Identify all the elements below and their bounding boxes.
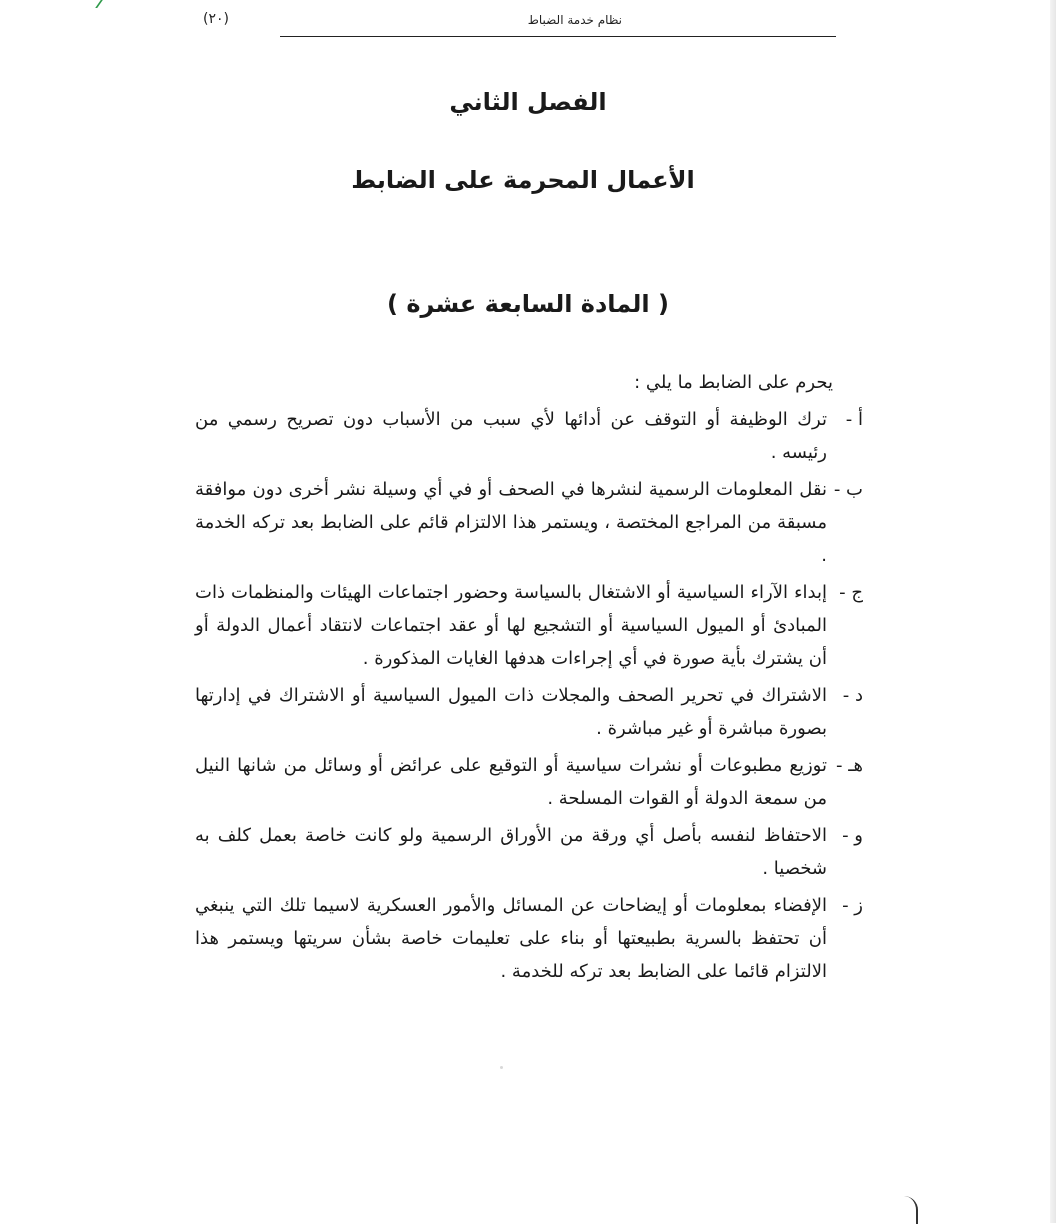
clause-b — [195, 473, 863, 572]
clause-text: توزيع مطبوعات أو نشرات سياسية أو التوقيع على عرائض أو وسائل من شانها النيل من سمعة الدولة أو القوات المسلحة . — [195, 755, 827, 809]
clause-text: الإفضاء بمعلومات أو إيضاحات عن المسائل والأمور العسكرية لاسيما تلك التي ينبغي أن تحتفظ بالسرية بطبيعتها أو بناء على تعليمات خاصة بشأن سريتها ويستمر هذا الالتزام قائما على الضابط بعد تركه للخدمة . — [195, 895, 827, 982]
clause-marker: أ - — [845, 409, 863, 430]
article-body — [195, 366, 863, 992]
clause-marker: ز - — [842, 895, 863, 916]
page-edge-shadow — [1050, 0, 1056, 1223]
clause-text: نقل المعلومات الرسمية لنشرها في الصحف أو في أي وسيلة نشر أخرى دون موافقة مسبقة من المراجع المختصة ، ويستمر هذا الالتزام قائم على الضابط بعد تركه الخدمة . — [195, 479, 827, 566]
running-header — [280, 10, 836, 37]
scan-mark — [95, 0, 115, 8]
clause-marker: ج - — [839, 582, 863, 603]
clause-marker: ب - — [833, 479, 863, 500]
clause-e — [195, 749, 863, 815]
article-intro: يحرم على الضابط ما يلي : — [634, 372, 833, 393]
clause-text: الاحتفاظ لنفسه بأصل أي ورقة من الأوراق الرسمية ولو كانت خاصة بعمل كلف به شخصيا . — [195, 825, 827, 879]
clause-text: إبداء الآراء السياسية أو الاشتغال بالسياسة وحضور اجتماعات الهيئات والمنظمات ذات المبادئ أو الميول السياسية أو التشجيع لها أو عقد اجتماعات لانتقاد أعمال الدولة أو أن يشترك بأية صورة في أي إجراءات هدفها الغايات المذكورة . — [195, 582, 827, 669]
article-title: ( المادة السابعة عشرة ) — [387, 290, 669, 318]
clause-marker: د - — [842, 685, 863, 706]
clause-g — [195, 889, 863, 988]
page-curl-mark — [902, 1196, 918, 1224]
clause-marker: هـ - — [836, 755, 863, 776]
clause-marker: و - — [842, 825, 863, 846]
scan-speck — [500, 1066, 503, 1069]
clause-text: ترك الوظيفة أو التوقف عن أدائها لأي سبب من الأسباب دون تصريح رسمي من رئيسه . — [195, 409, 827, 463]
chapter-title: الفصل الثاني — [449, 88, 607, 116]
page-number: (٢٠) — [203, 11, 229, 27]
clause-text: الاشتراك في تحرير الصحف والمجلات ذات الميول السياسية أو الاشتراك في إدارتها بصورة مباشرة أو غير مباشرة . — [195, 685, 827, 739]
clause-c — [195, 576, 863, 675]
clause-f — [195, 819, 863, 885]
clause-d — [195, 679, 863, 745]
running-title: نظام خدمة الضباط — [527, 13, 622, 27]
chapter-subtitle: الأعمال المحرمة على الضابط — [351, 166, 695, 194]
clause-a — [195, 403, 863, 469]
